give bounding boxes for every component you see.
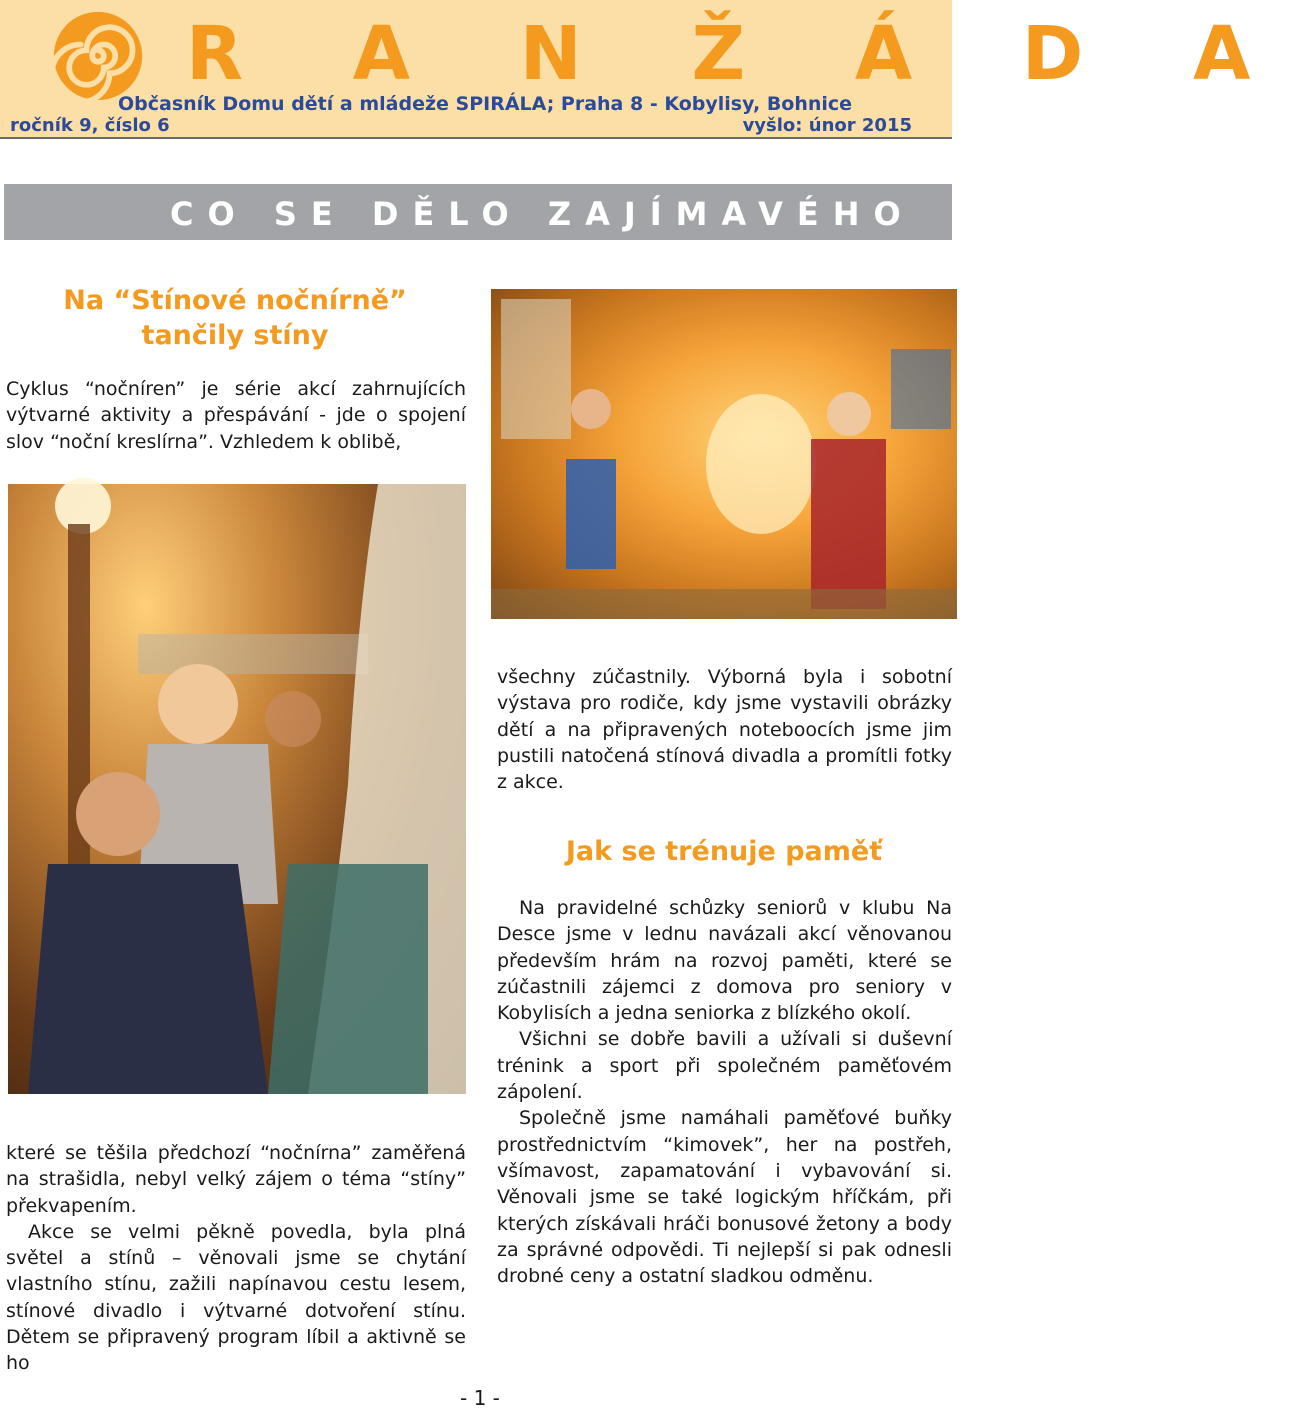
article1-bottom-paragraph1: které se těšila předchozí “nočnírna” zaměřená na strašidla, nebyl velký zájem o téma “stíny” překvapením.: [6, 1142, 466, 1217]
article1-continuation-paragraph: všechny zúčastnily. Výborná byla i sobotní výstava pro rodiče, kdy jsme vystavili obrázky dětí a na připravených noteboocích jsme jim pustili natočená stínová divadla a promítli fotky z akce.: [497, 666, 952, 794]
article2-headline: Jak se trénuje paměť: [565, 836, 883, 867]
article1-headline-line2: tančily stíny: [141, 320, 329, 351]
newsletter-subtitle: Občasník Domu dětí a mládeže SPIRÁLA; Praha 8 - Kobylisy, Bohnice: [118, 93, 853, 115]
masthead: [0, 0, 1292, 139]
newsletter-title: R A N Ž Á D A: [186, 11, 1292, 97]
article1-headline-line1: Na “Stínové nočnírně”: [63, 285, 407, 316]
photo-children-with-light: [491, 289, 957, 619]
article1-headline: [10, 283, 460, 353]
article2-paragraph3: Společně jsme namáhali paměťové buňky prostřednictvím “kimovek”, her na postřeh, všímavost, zapamatování i vybavování si. Věnovali jsme se také logickým hříčkám, při kterých získávali hráči bonusové žetony a body za správné odpovědi. Ti nejlepší si pak odnesli drobné ceny a ostatní sladkou odměnu.: [497, 1107, 952, 1288]
article1-intro: [6, 376, 466, 455]
article1-bottom-text: [6, 1140, 466, 1377]
article1-continuation: [497, 664, 952, 795]
section-title: CO SE DĚLO ZAJÍMAVÉHO: [170, 195, 915, 233]
article2-paragraph1: Na pravidelné schůzky seniorů v klubu Na Desce jsme v lednu navázali akcí věnovanou především hrám na rozvoj paměti, které se zúčastnili zájemci z domova pro seniory v Kobylisích a jedna seniorka z blízkého okolí.: [497, 897, 952, 1025]
article2-body: [497, 895, 952, 1289]
article1-bottom-paragraph2: Akce se velmi pěkně povedla, byla plná světel a stínů – věnovali jsme se chytání vlastního stínu, zažili napínavou cestu lesem, stínové divadlo i výtvarné dotvoření stínu. Dětem se připravený program líbil a aktivně se ho: [6, 1220, 466, 1375]
article1-intro-paragraph: Cyklus “nočníren” je série akcí zahrnujících výtvarné aktivity a přespávání - jde o spojení slov “noční kreslírna”. Vzhledem k oblibě,: [6, 378, 466, 453]
issue-number: ročník 9, číslo 6: [10, 115, 170, 136]
photo-children-shadow-play: [8, 484, 466, 1094]
spiral-logo-icon: [50, 8, 146, 104]
publish-date: vyšlo: únor 2015: [742, 115, 912, 136]
article2-paragraph2: Všichni se dobře bavili a užívali si duševní trénink a sport při společném paměťovém zápolení.: [497, 1028, 952, 1104]
page-number: - 1 -: [460, 1386, 500, 1410]
